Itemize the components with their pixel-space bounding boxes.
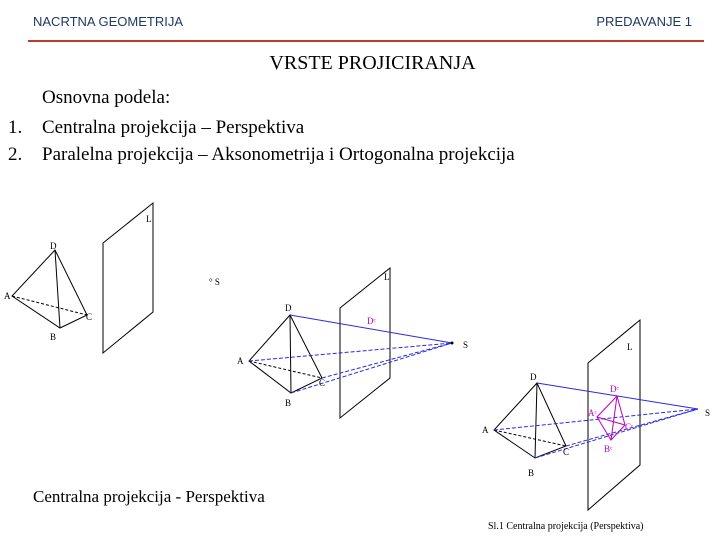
label-D-image: Dᶜ: [367, 316, 376, 326]
stage-2-drawing: [249, 268, 452, 418]
label-C: C: [319, 378, 326, 388]
label-B-image: Bᶜ: [604, 444, 613, 454]
list-item-text: Centralna projekcija – Perspektiva: [42, 117, 305, 138]
label-C: C: [86, 312, 93, 322]
label-D: D: [285, 303, 292, 313]
label-C-image: Cᶜ: [625, 422, 634, 432]
label-L: L: [146, 214, 152, 224]
label-B: B: [528, 468, 535, 478]
label-D: D: [530, 372, 537, 382]
label-S: S: [705, 408, 711, 418]
label-L: L: [384, 272, 390, 282]
tetrahedron-outline: [12, 250, 87, 328]
figure-caption: Sl.1 Centralna projekcija (Perspektiva): [488, 521, 644, 532]
list-item-number: 1.: [8, 117, 23, 138]
projection-plane: [340, 268, 390, 418]
label-C: C: [563, 447, 570, 457]
header-lecture-number: PREDAVANJE 1: [596, 14, 692, 29]
header-course-title: NACRTNA GEOMETRIJA: [33, 14, 184, 29]
label-B: B: [50, 332, 57, 342]
label-D: D: [50, 241, 57, 251]
label-A: A: [482, 425, 489, 435]
label-S: S: [463, 340, 469, 350]
tetrahedron-edge: [55, 250, 60, 328]
label-A: A: [237, 356, 244, 366]
tetrahedron-hidden-edge: [12, 296, 87, 315]
label-B: B: [285, 398, 292, 408]
intro-text: Osnovna podela:: [42, 87, 171, 108]
label-A: A: [4, 291, 11, 301]
slide-caption: Centralna projekcija - Perspektiva: [33, 487, 265, 506]
list-item-text: Paralelna projekcija – Aksonometrija i Ortogonalna projekcija: [42, 144, 515, 165]
label-L: L: [627, 342, 633, 352]
label-S: ° S: [209, 277, 220, 287]
label-D-image: Dᶜ: [610, 384, 619, 394]
label-A-image: Aᶜ: [588, 408, 597, 418]
slide-title: VRSTE PROJICIRANJA: [269, 52, 476, 74]
center-point-S: [451, 342, 454, 345]
list-item-number: 2.: [8, 144, 23, 165]
projection-plane: [103, 203, 153, 353]
stage-1-drawing: [12, 203, 153, 353]
